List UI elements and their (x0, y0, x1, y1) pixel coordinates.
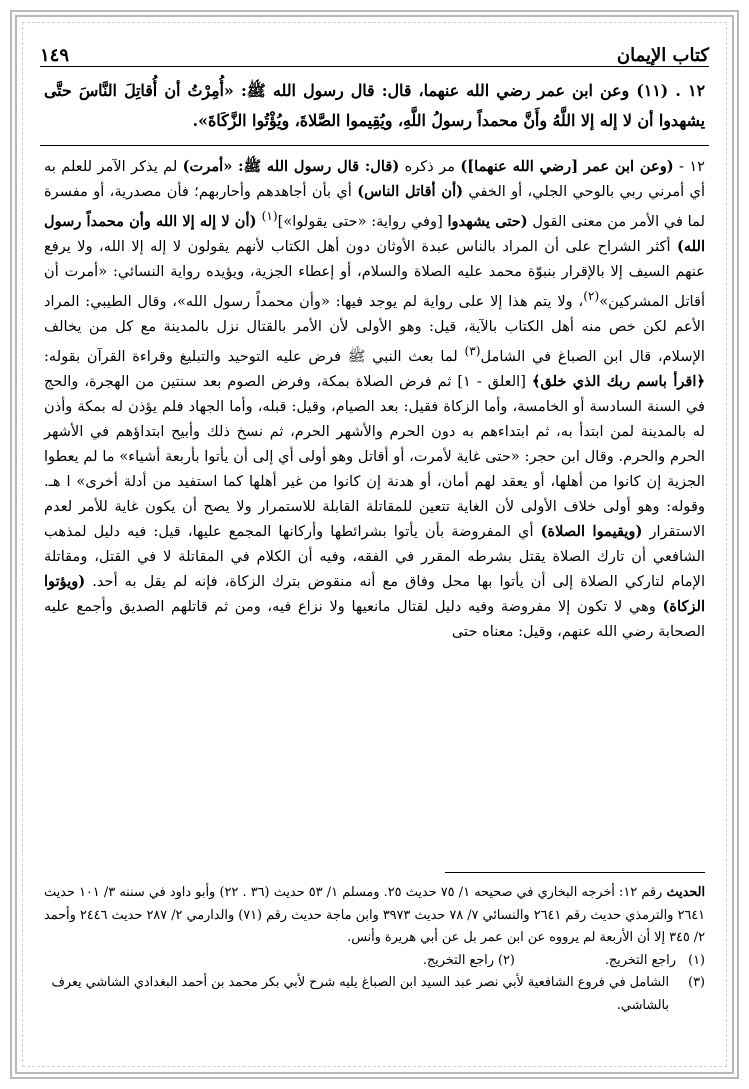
footnote-marker: (١) (261, 209, 278, 223)
commentary-text: [وفي رواية: «حتى يقولوا»] (277, 212, 448, 230)
chapter-title: كتاب الإيمان (616, 45, 709, 66)
commentary-text: ، ولا يتم هذا إلا على رواية لم يوجد فيها: «وأن محمداً رسول الله»، وقال الطيبي: المراد الأعم لكن خص منه أهل الكتاب بالآية، قيل: وهو الأولى لأن الأمر بالقتال نزل بالمدينة مع كل من يخالف الإسلام، قال ابن الصباغ في الشامل (44, 292, 705, 365)
main-content (44, 76, 705, 644)
footnote-text: الشامل في فروع الشافعية لأبي نصر عبد السيد ابن الصباغ يليه شرح لأبي بكر محمد بن أحمد البغدادي الشاشي يعرف بالشاشي. (51, 975, 669, 1013)
footnote-rule (445, 872, 705, 873)
footnotes (44, 882, 705, 1017)
commentary-text: [العلق - ١] ثم فرض الصلاة بمكة، وفرض الصوم بعد سنتين من الهجرة، والحج في السنة السادسة أو الخامسة، وأما الزكاة فقيل: بعد الصيام، وقيل: قبله، وأما الجهاد فلم يؤذن له بمكة وأذن له بالمدينة لمن ابتدأ به، ثم ابتداءهم به دون الحرم والأشهر الحرم، ثم نسخ ذلك وأبيح ابتداؤهم في الأشهر الحرم والحرم. وقال ابن حجر: «حتى غاية لأمرت، أو أقاتل وهو أولى أي إلى أن يأتوا بأربعة أشياء» ما لم يعطوا الجزية إن كانوا من أهلها، أو يعقد لهم أمان، أو هدنة إن كانوا من غير أهلها كما استفيد من أدلة أخرى» ا هـ. وقوله: وهو أولى خلاف الأولى لأن الغاية تتعين للمقاتلة القابلة للاستمرار ولا يصح أن يكون غاية للأمر لعدم الاستقرار (44, 372, 706, 540)
commentary-text: وهي لا تكون إلا مفروضة وفيه دليل لقتال مانعيها ولا نزاع فيه، ومن ثم قاتلهم الصديق وأجمع عليه الصحابة رضي الله عنهم، وقيل: معناه حتى (44, 597, 705, 640)
footnote-marker: (٢) (583, 288, 600, 303)
commentary-number: ١٢ - (673, 158, 705, 175)
takhrij-label: الحديث (666, 885, 705, 900)
commentary-bold: (ويقيموا الصلاة) (540, 522, 643, 540)
footnote-text: راجع التخريج. (604, 952, 676, 968)
page-number: ١٤٩ (40, 45, 70, 66)
footnote-1 (605, 950, 705, 973)
footnotes-1-2 (44, 950, 705, 973)
commentary-bold: (حتى يشهدوا (447, 212, 528, 230)
commentary-bold: (أن أقاتل الناس) (357, 183, 464, 200)
takhrij-text: رقم ١٢: أخرجه البخاري في صحيحه ١/ ٧٥ حديث ٢٥. ومسلم ١/ ٥٣ حديث (٣٦ . ٢٢) وأبو داود في سننه ٣/ ١٠١ حديث ٢٦٤١ والترمذي حديث رقم ٢٦٤١ والنسائي ٧/ ٧٨ حديث ٣٩٧٣ وابن ماجة حديث رقم (٧١) والدارمي ٢/ ٢٨٧ حديث ٢٤٤٦ وأحمد ٢/ ٣٤٥ إلا أن الأربعة لم يرووه عن ابن عمر بل عن أبي هريرة وأنس. (44, 885, 705, 945)
footnote-marker: (٣) (464, 343, 481, 358)
hadith-text: ١٢ . (١١) وعن ابن عمر رضي الله عنهما، قال: قال رسول الله ﷺ: «أُمِرْتُ أن أُقاتِلَ النَّاسَ حتَّى يشهدوا أن لا إله إلا اللَّهُ وأَنَّ محمداً رسولُ اللَّهِ، ويُقِيموا الصَّلاةَ، ويُؤْتُوا الزَّكَاةَ». (44, 81, 705, 130)
commentary-paragraph (44, 154, 705, 644)
commentary-text: أي المفروضة بأن يأتوا بشرائطها وأركانها المجمع عليها، قيل: فيه دليل لمذهب الشافعي أن تارك الصلاة يقتل بشرطه المقرر في الفقه، وفيه أن الكلام في المقاتلة لا في القتل، ومقاتلة الإمام لتاركي الصلاة إلى أن يأتوا بها محل وفاق مع أنه منقوض بترك الزكاة، فإنه لم يقل به أحد. (44, 522, 705, 590)
commentary-text: مر ذكره (399, 158, 461, 175)
commentary-bold: (أن لا إله إلا الله وأن محمداً رسول الله) (44, 212, 705, 255)
footnote-2: (٢) راجع التخريج. (422, 952, 515, 968)
commentary-text: لم يذكر الآمر للعلم به أي أمرني ربي بالوحي الجلي، أو الخفي (44, 158, 706, 200)
takhrij-note (44, 882, 705, 950)
running-header (40, 38, 709, 67)
section-divider (40, 145, 709, 146)
commentary-bold: (ويؤتوا الزكاة) (44, 572, 705, 615)
commentary-text: أكثر الشراح على أن المراد بالناس عبدة الأوثان دون أهل الكتاب لأنهم يقولون لا إله إلا الله، ولا يرفع عنهم السيف إلا بالإقرار بنبوّة محمد عليه الصلاة والسلام، أو إعطاء الجزية، ويؤيده رواية النسائي: «أمرت أن أقاتل المشركين» (44, 237, 706, 310)
commentary-text: لما بعث النبي ﷺ فرض عليه التوحيد والتبليغ وقراءة القرآن بقوله: (44, 347, 465, 365)
footnote-number: (١) (688, 952, 705, 968)
commentary-bold: (وعن ابن عمر [رضي الله عنهما]) (460, 158, 674, 175)
footnote-3 (44, 972, 705, 1017)
commentary-text: أي بأن أجاهدهم وأحاربهم؛ فأن مصدرية، أو مفسرة لما في الأمر من معنى القول (44, 183, 706, 230)
footnote-number: (٣) (688, 975, 705, 990)
quran-verse: ﴿اقرأ باسم ربك الذي خلق﴾ (531, 372, 706, 390)
commentary-bold: (قال: قال رسول الله ﷺ: «أمرت) (182, 158, 400, 175)
